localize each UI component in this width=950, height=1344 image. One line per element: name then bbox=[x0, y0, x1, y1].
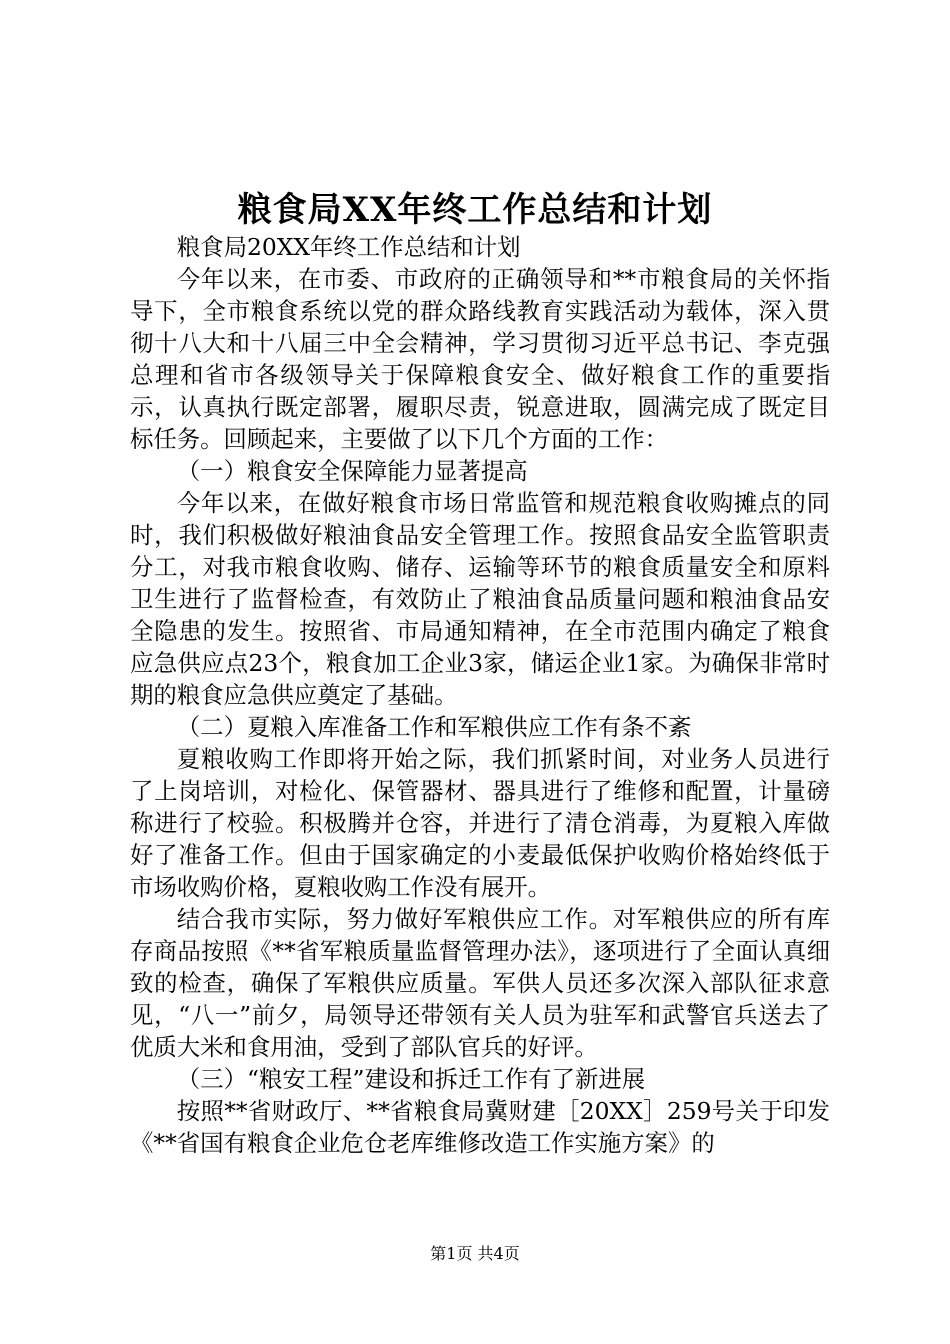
paragraph-section-2a: 夏粮收购工作即将开始之际，我们抓紧时间，对业务人员进行了上岗培训，对检化、保管器材、器具进行了维修和配置，计量磅称进行了校验。积极腾并仓容，并进行了清仓消毒，为夏粮入库做好了准备工作。但由于国家确定的小麦最低保护收购价格始终低于市场收购价格，夏粮收购工作没有展开。 bbox=[130, 745, 830, 901]
paragraph-section-2b: 结合我市实际，努力做好军粮供应工作。对军粮供应的所有库存商品按照《**省军粮质量监督管理办法》，逐项进行了全面认真细致的检查，确保了军粮供应质量。军供人员还多次深入部队征求意见，“八一”前夕，局领导还带领有关人员为驻军和武警官兵送去了优质大米和食用油，受到了部队官兵的好评。 bbox=[130, 905, 830, 1061]
section-heading-3: （三）“粮安工程”建设和拆迁工作有了新进展 bbox=[176, 1065, 646, 1093]
section-heading-1: （一）粮食安全保障能力显著提高 bbox=[176, 457, 528, 485]
paragraph-section-1: 今年以来，在做好粮食市场日常监管和规范粮食收购摊点的同时，我们积极做好粮油食品安全管理工作。按照食品安全监管职责分工，对我市粮食收购、储存、运输等环节的粮食质量安全和原料卫生进行了监督检查，有效防止了粮油食品质量问题和粮油食品安全隐患的发生。按照省、市局通知精神，在全市范围内确定了粮食应急供应点23个，粮食加工企业3家，储运企业1家。为确保非常时期的粮食应急供应奠定了基础。 bbox=[130, 489, 830, 709]
page-number-footer: 第1页 共4页 bbox=[430, 1244, 520, 1263]
paragraph-intro: 今年以来，在市委、市政府的正确领导和**市粮食局的关怀指导下，全市粮食系统以党的群众路线教育实践活动为载体，深入贯彻十八大和十八届三中全会精神，学习贯彻习近平总书记、李克强总理和省市各级领导关于保障粮食安全、做好粮食工作的重要指示，认真执行既定部署，履职尽责，锐意进取，圆满完成了既定目标任务。回顾起来，主要做了以下几个方面的工作： bbox=[130, 265, 830, 453]
document-title: 粮食局XX年终工作总结和计划 bbox=[237, 190, 713, 230]
paragraph-section-3: 按照**省财政厅、**省粮食局冀财建［20XX］259号关于印发《**省国有粮食企业危仓老库维修改造工作实施方案》的 bbox=[130, 1097, 830, 1157]
section-heading-2: （二）夏粮入库准备工作和军粮供应工作有条不紊 bbox=[176, 713, 692, 741]
document-body bbox=[130, 231, 830, 1159]
document-subtitle: 粮食局20XX年终工作总结和计划 bbox=[176, 233, 521, 261]
